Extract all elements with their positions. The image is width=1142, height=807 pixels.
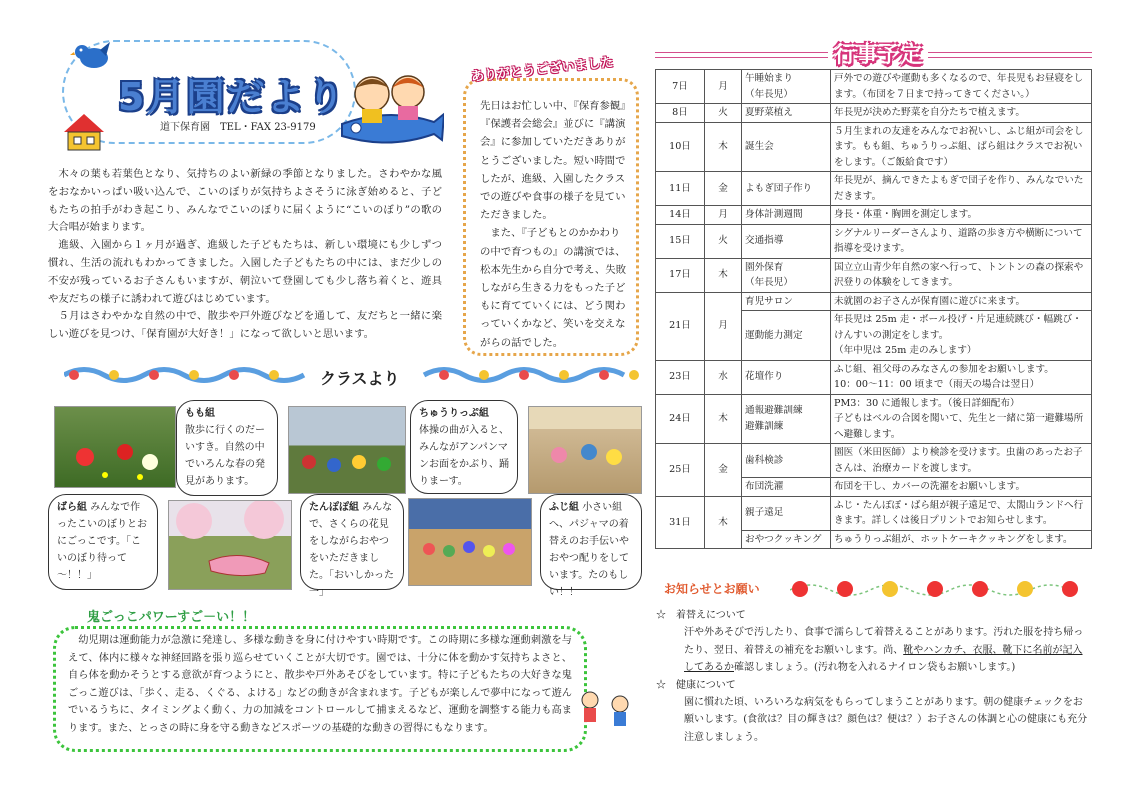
weekday-cell: 木 — [705, 258, 742, 292]
notice-text — [656, 607, 1088, 746]
event-cell: 夏野菜植え — [742, 104, 831, 123]
event-cell: 身体計測週間 — [742, 206, 831, 225]
weekday-cell: 水 — [705, 360, 742, 394]
bubble-momo — [176, 400, 278, 496]
weekday-cell: 月 — [705, 70, 742, 104]
photo-tanpopo-class — [408, 498, 532, 586]
day-cell: 10日 — [656, 122, 705, 172]
detail-cell: 布団を干し、カバーの洗濯をお願いします。 — [831, 478, 1092, 497]
notice-body: 園に慣れた頃、いろいろな病気をもらってしまうことがあります。朝の健康チェックをお願いします。(食欲は？目の輝きは？顔色は？便は？）お子さんの体調と心の健康にも充分注意しましょう。 — [684, 697, 1088, 743]
event-cell: 園外保育 （年長児） — [742, 258, 831, 292]
detail-cell: 年長児が、摘んできたよもぎで団子を作り、みんなでいただきます。 — [831, 172, 1092, 206]
day-cell: 11日 — [656, 172, 705, 206]
table-row — [656, 172, 1092, 206]
table-row — [656, 122, 1092, 172]
school-info: 道下保育園 TEL・FAX 23-9179 — [160, 122, 316, 133]
table-row — [656, 70, 1092, 104]
weekday-cell: 木 — [705, 122, 742, 172]
detail-cell: 戸外での遊びや運動も多くなるので、年長児もお昼寝をします。（布団を７日まで持ってきてください。） — [831, 70, 1092, 104]
day-cell: 21日 — [656, 292, 705, 360]
notice-body-tail: 確認しましょう。(汚れ物を入れるナイロン袋もお願いします。) — [734, 662, 1016, 674]
event-cell: 布団洗濯 — [742, 478, 831, 497]
day-cell: 17日 — [656, 258, 705, 292]
table-row — [656, 224, 1092, 258]
class-name: ふじ組 — [549, 502, 579, 513]
class-name: もも組 — [185, 408, 215, 419]
play-text — [68, 632, 572, 738]
detail-cell: ５月生まれの友達をみんなでお祝いし、ふじ組が司会をします。もも組、ちゅうりっぷ組、ばら組はクラスでお祝いをします。（ご飯給食です） — [831, 122, 1092, 172]
day-cell: 31日 — [656, 496, 705, 549]
weekday-cell: 木 — [705, 496, 742, 549]
thanks-paragraph: また、『子どもとのかかわりの中で育つもの』の講演では、松本先生から自分で考え、失敗しながら生きる力をもった子どもに育てていくには、どう関わっていくかなど、笑いを交えながらの話でした。 — [480, 227, 627, 349]
intro-paragraph: 木々の葉も若葉色となり、気持ちのよい新緑の季節となりました。さわやかな風をおなかいっぱい吸い込んで、こいのぼりが気持ちよさそうに泳ぎ始めると、子どもたちの拍手がわき起こり、みんなでこいのぼりに届くように“こいのぼり”の歌の大合唱が始まります。 — [48, 168, 442, 234]
day-cell: 14日 — [656, 206, 705, 225]
detail-cell: 国立立山青少年自然の家へ行って、トントンの森の探索や沢登りの体験をしてきます。 — [831, 258, 1092, 292]
day-cell: 7日 — [656, 70, 705, 104]
event-cell: 午睡始まり （年長児） — [742, 70, 831, 104]
thanks-title: ありがとうございました — [470, 55, 615, 85]
thanks-text — [480, 97, 628, 352]
table-row — [656, 496, 1092, 530]
detail-cell: シグナルリーダーさんより、道路の歩き方や横断について指導を受けます。 — [831, 224, 1092, 258]
notice-body — [656, 624, 1088, 676]
intro-paragraph: 進級、入園から１ヶ月が過ぎ、進級した子どもたちは、新しい環境にも少しずつ慣れ、生活の流れもわかってきました。入園した子どもたちの中には、まだ少しの不安が残っているお子さんもいますが、朝泣いて登園しても少し落ち着くと、遊具や友だちの様子に誘われて遊びはじめています。 — [48, 239, 442, 305]
detail-cell: ふじ・たんぽぽ・ばら組が親子遠足で、太閤山ランドへ行きます。詳しくは後日プリントでお知らせします。 — [831, 496, 1092, 530]
class-name: たんぽぽ組 — [309, 502, 359, 513]
table-row — [656, 394, 1092, 444]
event-cell: 花壇作り — [742, 360, 831, 394]
detail-cell: 身長・体重・胸囲を測定します。 — [831, 206, 1092, 225]
weekday-cell: 金 — [705, 444, 742, 497]
weekday-cell: 火 — [705, 224, 742, 258]
intro-text — [48, 166, 442, 344]
detail-cell: 園医（米田医師）より検診を受けます。虫歯のあったお子さんは、治療カードを渡します。 — [831, 444, 1092, 478]
weekday-cell: 金 — [705, 172, 742, 206]
event-cell: 誕生会 — [742, 122, 831, 172]
day-cell: 8日 — [656, 104, 705, 123]
day-cell: 15日 — [656, 224, 705, 258]
event-cell: 育児サロン — [742, 292, 831, 311]
bubble-tulip — [410, 400, 518, 494]
weekday-cell: 月 — [705, 292, 742, 360]
day-cell: 23日 — [656, 360, 705, 394]
table-row — [656, 360, 1092, 394]
house-icon — [62, 112, 106, 152]
kids-running-illustration — [576, 686, 640, 736]
photo-momo-class — [54, 406, 176, 488]
class-name: ばら組 — [57, 502, 87, 513]
notice-underlined-text: 靴やハンカチ、衣服、靴下に名前が記入してあるか — [684, 644, 1083, 674]
table-row — [656, 292, 1092, 311]
event-cell: 運動能力測定 — [742, 311, 831, 361]
event-cell: よもぎ団子作り — [742, 172, 831, 206]
class-text: 体操の曲が入ると、みんながアンパンマンお面をかぶり、踊りまーす。 — [419, 425, 509, 487]
weekday-cell: 月 — [705, 206, 742, 225]
event-cell: 交通指導 — [742, 224, 831, 258]
table-row — [656, 258, 1092, 292]
schedule-title: 行事予定 — [828, 38, 928, 69]
detail-cell: ふじ組、祖父母のみなさんの参加をお願いします。 10：00～11：00 頃まで（雨天の場合は翌日） — [831, 360, 1092, 394]
notice-heading: ☆ 着替えについて — [656, 610, 746, 621]
event-cell: 歯科検診 — [742, 444, 831, 478]
table-row — [656, 104, 1092, 123]
day-cell: 24日 — [656, 394, 705, 444]
ladybug-border — [790, 578, 1090, 600]
event-cell: 通報避難訓練 避難訓練 — [742, 394, 831, 444]
class-text: 小さい組へ、パジャマの着替えのお手伝いやおやつ配りをしています。たのもしい！！ — [549, 502, 629, 598]
play-paragraph: 幼児期は運動能力が急激に発達し、多様な動きを身に付けやすい時期です。この時期に多様な運動刺激を与えて、体内に様々な神経回路を張り巡らせていくことが大切です。園では、十分に体を動かす気持ちよさと、自ら体を動かそうとする意欲が育つようにと、散歩や戸外あそびをしています。特に子どもたちの大好きな鬼ごっこ遊びは、「歩く、走る、くぐる、よける」などの動きが含まれます。子どもが楽しんで夢中になって遊んでいるうちに、タイミングよく動く、力の加減をコントロールして捕まえるなど、運動を調整する能力も高まります。また、とっさの時に身を守る動きなどスポーツの基礎的な動きの習得にもなります。 — [68, 635, 572, 734]
event-cell: 親子遠足 — [742, 496, 831, 530]
table-row — [656, 444, 1092, 478]
detail-cell: PM3：30 に通報します。（後日詳細配布） 子どもはベルの合図を聞いて、先生と一緒に第一避難場所へ避難します。 — [831, 394, 1092, 444]
day-cell: 25日 — [656, 444, 705, 497]
kids-on-koinobori-illustration — [334, 62, 444, 152]
event-cell: おやつクッキング — [742, 530, 831, 549]
detail-cell: ちゅうりっぷ組が、ホットケーキクッキングをします。 — [831, 530, 1092, 549]
notice-heading: ☆ 健康について — [656, 679, 736, 691]
notice-body-text: 汗や外あそびで汚したり、食事で濡らして着替えることがあります。汚れた服を持ち帰ったり、翌日、着替えの補充をお願いします。尚、 — [684, 627, 1084, 656]
class-text: 散歩に行くのだーいすき。自然の中でいろんな春の発見があります。 — [185, 425, 265, 487]
class-text: みんなで作ったこいのぼりとおにごっこです。「こいのぼり待って～！！」 — [57, 502, 147, 581]
photo-bara-class-koinobori — [168, 500, 292, 590]
class-heading: クラスより — [320, 369, 400, 388]
table-row — [656, 206, 1092, 225]
detail-cell: 年長児は 25m 走・ボール投げ・片足連続跳び・幅跳び・けんすいの測定をします。 （年中児は 25m 走のみします） — [831, 311, 1092, 361]
detail-cell: 年長児が決めた野菜を自分たちで植えます。 — [831, 104, 1092, 123]
bubble-fuji — [540, 494, 642, 598]
weekday-cell: 木 — [705, 394, 742, 444]
weekday-cell: 火 — [705, 104, 742, 123]
bird-icon — [70, 40, 114, 74]
bubble-bara — [48, 494, 158, 590]
photo-tulip-class-park — [288, 406, 406, 494]
notice-title: お知らせとお願い — [664, 582, 760, 596]
schedule-table — [655, 69, 1092, 549]
bubble-tanpopo — [300, 494, 404, 598]
intro-paragraph: ５月はさわやかな自然の中で、散歩や戸外遊びなどを通して、友だちと一緒に楽しい遊びを見つけ、「保育園が大好き！」になって欲しいと思います。 — [48, 310, 442, 341]
thanks-paragraph: 先日はお忙しい中、『保育参観』『保護者会総会』並びに『講演会』に参加していただきありがとうございました。短い時間でしたが、進級、入園したクラスでの遊びや食事の様子を見ていただきました。 — [480, 100, 626, 222]
photo-tulip-class-indoor — [528, 406, 642, 494]
class-text: みんなで、さくらの花見をしながらおやつをいただきました。「おいしかった一」 — [309, 502, 394, 598]
detail-cell: 未就園のお子さんが保育園に遊びに来ます。 — [831, 292, 1092, 311]
play-heading: 鬼ごっこパワーすご－い！！ — [87, 610, 256, 625]
class-name: ちゅうりっぷ組 — [419, 408, 489, 419]
page-title: 5月園だより — [118, 75, 347, 119]
